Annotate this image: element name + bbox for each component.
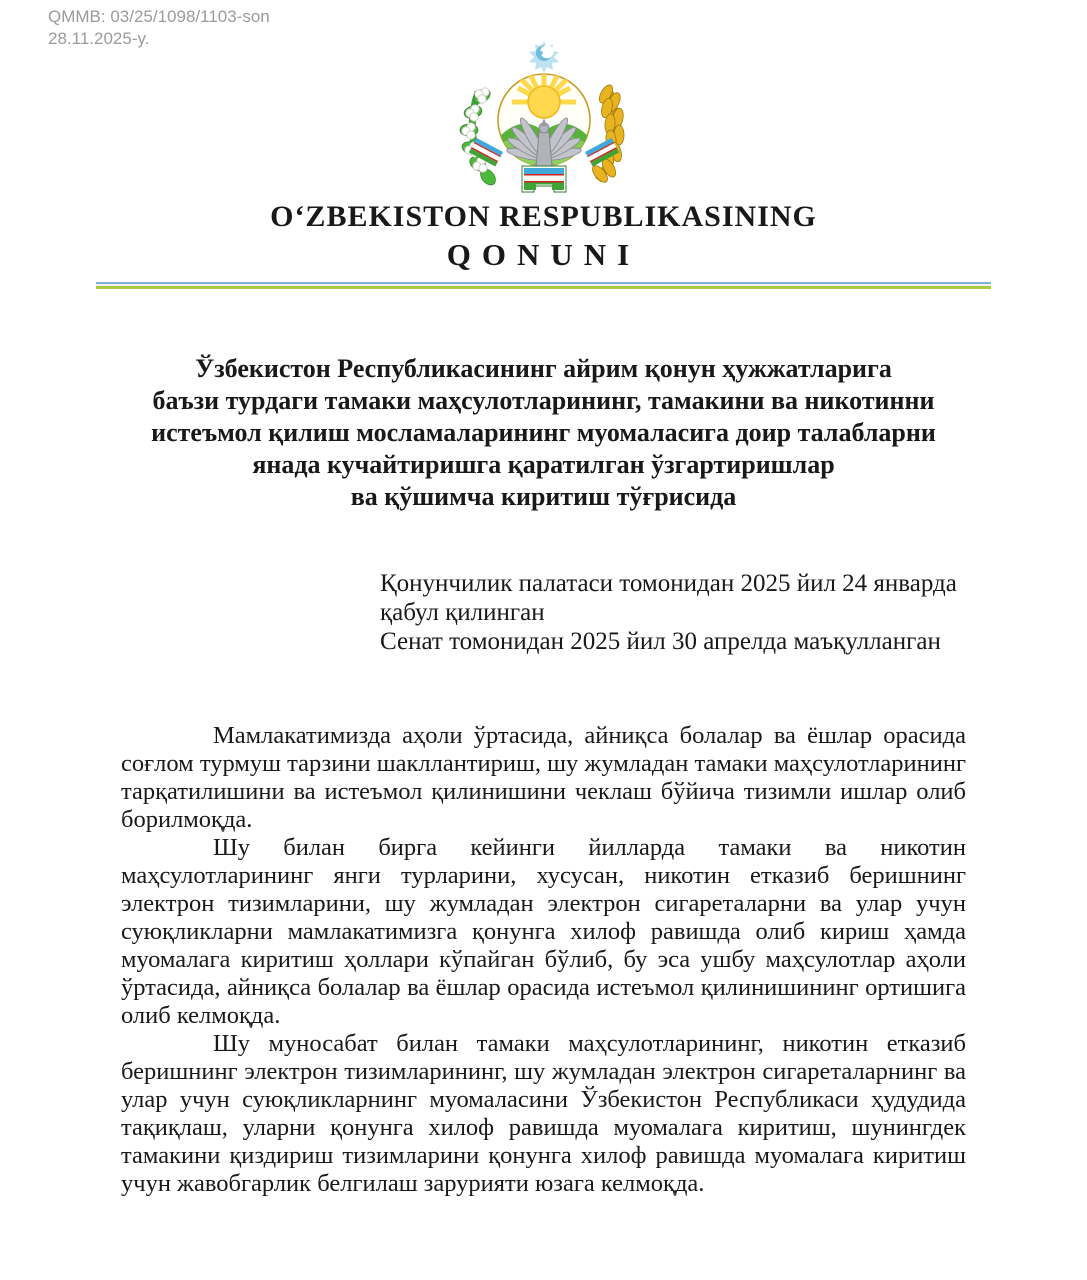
uzbekistan-emblem-icon <box>438 40 650 198</box>
flag-banner-icon <box>522 166 566 192</box>
divider-green-stripe <box>96 286 991 289</box>
registration-date: 28.11.2025-y. <box>48 29 150 48</box>
body-paragraph-2: Шу билан бирга кейинги йилларда тамаки ва никотин маҳсулотларининг янги турларини, хусусан, никотин етказиб беришнинг электрон тизимларини, шу жумладан электрон сигареталарни ва улар учун суюқликларни мамлакатимизга қонунга хилоф равишда олиб кириш ҳамда муомалага киритиш ҳоллари кўпайган бўлиб, бу эса ушбу маҳсулотлар аҳоли ўртасида, айниқса болалар ва ёшлар орасида истеъмол қилинишининг ортишига олиб келмоқда. <box>121 834 966 1029</box>
document-meta <box>48 6 270 50</box>
adoption-chamber-line: Қонунчилик палатаси томонидан 2025 йил 24 январда қабул қилинган <box>380 570 957 626</box>
law-heading-line5: ва қўшимча киритиш тўғрисида <box>350 482 737 511</box>
crescent-star-icon <box>529 41 559 73</box>
cotton-branch-icon <box>460 86 498 188</box>
title-law-word: QONUNI <box>446 237 641 272</box>
document-title <box>0 200 1087 274</box>
body-paragraph-1: Мамлакатимизда аҳоли ўртасида, айниқса болалар ва ёшлар орасида соғлом турмуш тарзини шакллантириш, шу жумладан тамаки маҳсулотларининг тарқатилишини ва истеъмол қилинишини чеклаш бўйича тизимли ишлар олиб борилмоқда. <box>121 722 966 833</box>
title-country-line: OʻZBEKISTON RESPUBLIKASINING <box>270 200 817 233</box>
adoption-block <box>380 569 968 656</box>
law-heading <box>0 353 1087 513</box>
law-heading-line1: Ўзбекистон Республикасининг айрим қонун ҳужжатларига <box>195 354 892 383</box>
law-heading-line3: истеъмол қилиш мосламаларининг муомаласига доир талабларни <box>151 418 936 447</box>
registration-number: QMMB: 03/25/1098/1103-son <box>48 7 270 26</box>
law-heading-line4: янада кучайтиришга қаратилган ўзгартиришлар <box>252 450 835 479</box>
body-paragraph-3: Шу муносабат билан тамаки маҳсулотларининг, никотин етказиб беришнинг электрон тизимларининг, шу жумладан электрон сигареталарнинг ва улар учун суюқликларнинг муомаласини Ўзбекистон Республикаси ҳудудида тақиқлаш, уларни қонунга хилоф равишда муомалага киритиш, шунингдек тамакини қиздириш тизимларини қонунга хилоф равишда муомалага киритиш учун жавобгарлик белгилаш зарурияти юзага келмоқда. <box>121 1030 966 1197</box>
flag-divider-rule <box>96 282 991 289</box>
wheat-sheaf-icon <box>589 83 624 185</box>
law-heading-line2: баъзи турдаги тамаки маҳсулотларининг, тамакини ва никотинни <box>152 386 935 415</box>
law-body <box>121 722 966 1198</box>
adoption-senate-line: Сенат томонидан 2025 йил 30 апрелда маъқулланган <box>380 628 941 655</box>
